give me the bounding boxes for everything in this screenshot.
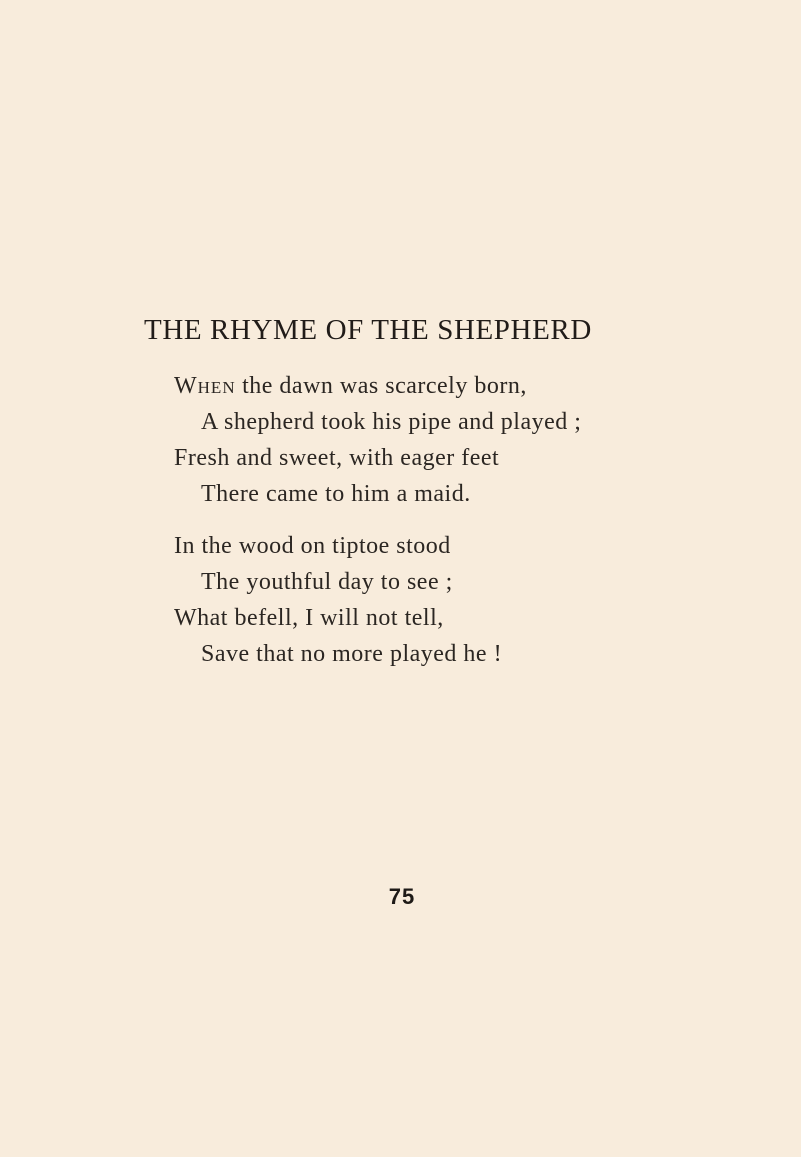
verse-line: Save that no more played he ! (201, 641, 503, 667)
verse-line: Fresh and sweet, with eager feet (174, 445, 500, 471)
poem-title: THE RHYME OF THE SHEPHERD (144, 314, 592, 346)
verse-line: A shepherd took his pipe and played ; (201, 409, 582, 435)
verse-line: What befell, I will not tell, (174, 605, 444, 631)
verse-line: In the wood on tiptoe stood (174, 533, 451, 559)
verse-line-rest: the dawn was scarcely born, (235, 373, 527, 399)
verse-line (174, 371, 527, 401)
verse-line: There came to him a maid. (201, 481, 471, 507)
verse-line: The youthful day to see ; (201, 569, 453, 595)
verse-line-lead-word: When (174, 373, 236, 399)
page-number: 75 (388, 884, 416, 909)
